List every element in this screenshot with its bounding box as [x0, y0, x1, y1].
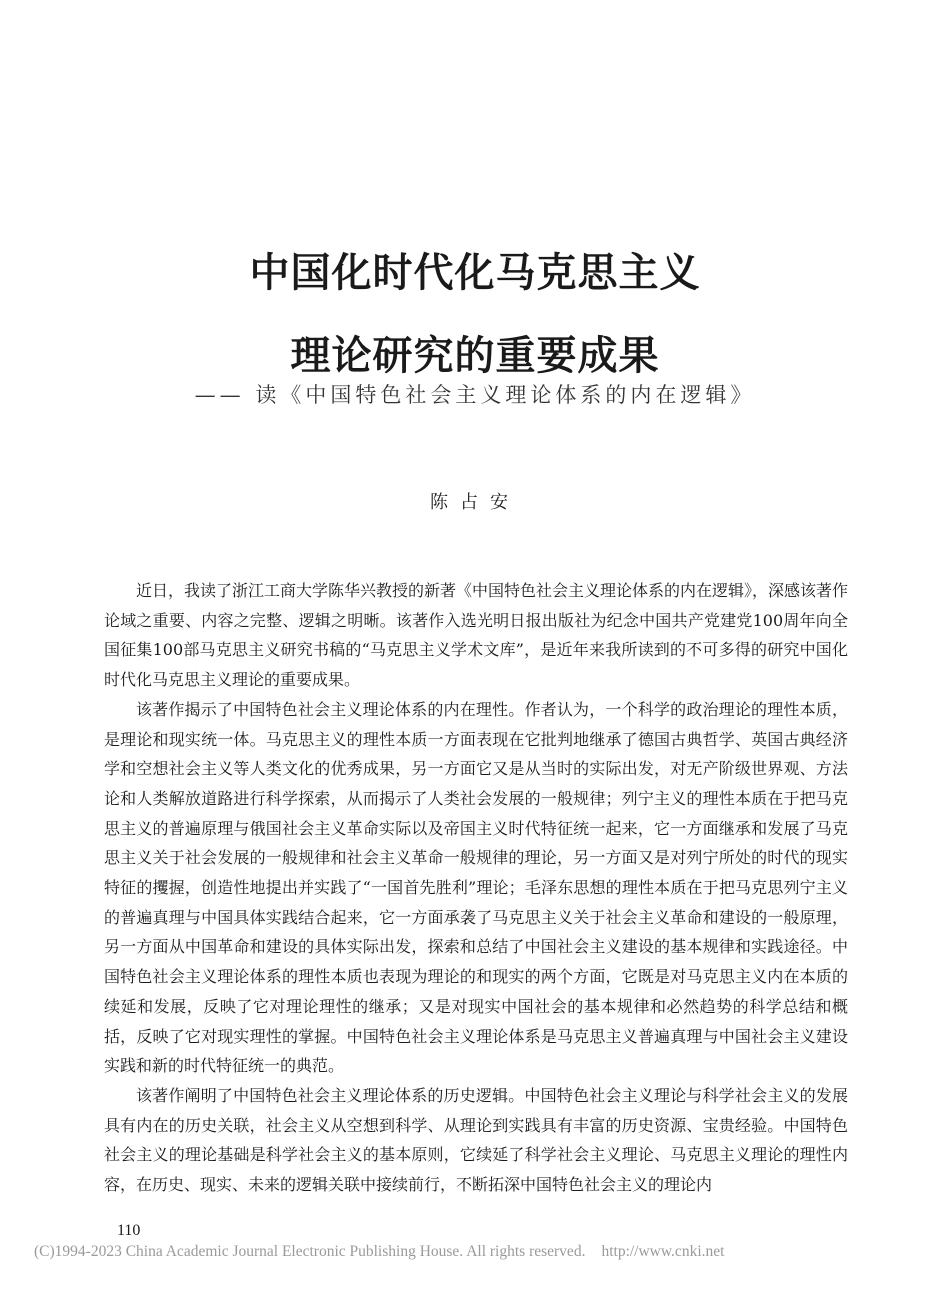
copyright-footer — [34, 1241, 914, 1263]
body-paragraph-3: 该著作阐明了中国特色社会主义理论体系的历史逻辑。中国特色社会主义理论与科学社会主义的发展具有内在的历史关联，社会主义从空想到科学、从理论到实践具有丰富的历史资源、宝贵经验。中国特色社会主义的理论基础是科学社会主义的基本原则，它续延了科学社会主义理论、马克思主义理论的理性内容，在历史、现实、未来的逻辑关联中接续前行，不断拓深中国特色社会主义的理论内 — [104, 1085, 848, 1195]
copyright-notice: (C)1994-2023 China Academic Journal Electronic Publishing House. All rights reserved. — [34, 1243, 586, 1260]
body-paragraph-2: 该著作揭示了中国特色社会主义理论体系的内在理性。作者认为，一个科学的政治理论的理性本质，是理论和现实统一体。马克思主义的理性本质一方面表现在它批判地继承了德国古典哲学、英国古典经济学和空想社会主义等人类文化的优秀成果，另一方面它又是从当时的实际出发，对无产阶级世界观、方法论和人类解放道路进行科学探索，从而揭示了人类社会发展的一般规律；列宁主义的理性本质在于把马克思主义的普遍原理与俄国社会主义革命实际以及帝国主义时代特征统一起来，它一方面继承和发展了马克思主义关于社会发展的一般规律和社会主义革命一般规律的理论，另一方面又是对列宁所处的时代的现实特征的攫握，创造性地提出并实践了“一国首先胜利”理论；毛泽东思想的理性本质在于把马克思列宁主义的普遍真理与中国具体实践结合起来，它一方面承袭了马克思主义关于社会主义革命和建设的一般原理，另一方面从中国革命和建设的具体实际出发，探索和总结了中国社会主义建设的基本规律和实践途径。中国特色社会主义理论体系的理性本质也表现为理论的和现实的两个方面，它既是对马克思主义内在本质的续延和发展，反映了它对理论理性的继承；又是对现实中国社会的基本规律和必然趋势的科学总结和概括，反映了它对现实理性的掌握。中国特色社会主义理论体系是马克思主义普遍真理与中国社会主义建设实践和新的时代特征统一的典范。 — [104, 699, 848, 1076]
author-name: 陈占安 — [430, 492, 520, 513]
page-number: 110 — [117, 1222, 141, 1239]
article-title-line-2: 理论研究的重要成果 — [290, 332, 660, 379]
body-paragraph-1: 近日，我读了浙江工商大学陈华兴教授的新著《中国特色社会主义理论体系的内在逻辑》，深感该著作论域之重要、内容之完整、逻辑之明晰。该著作入选光明日报出版社为纪念中国共产党建党100周年向全国征集100部马克思主义研究书稿的“马克思主义学术文库”，是近年来我所读到的不可多得的研究中国化时代化马克思主义理论的重要成果。 — [104, 581, 849, 690]
article-subtitle: —— 读《中国特色社会主义理论体系的内在逻辑》 — [194, 383, 756, 407]
footer-url: http://www.cnki.net — [601, 1243, 725, 1260]
article-title-line-1: 中国化时代化马克思主义 — [249, 249, 701, 296]
article-body — [104, 576, 848, 1200]
